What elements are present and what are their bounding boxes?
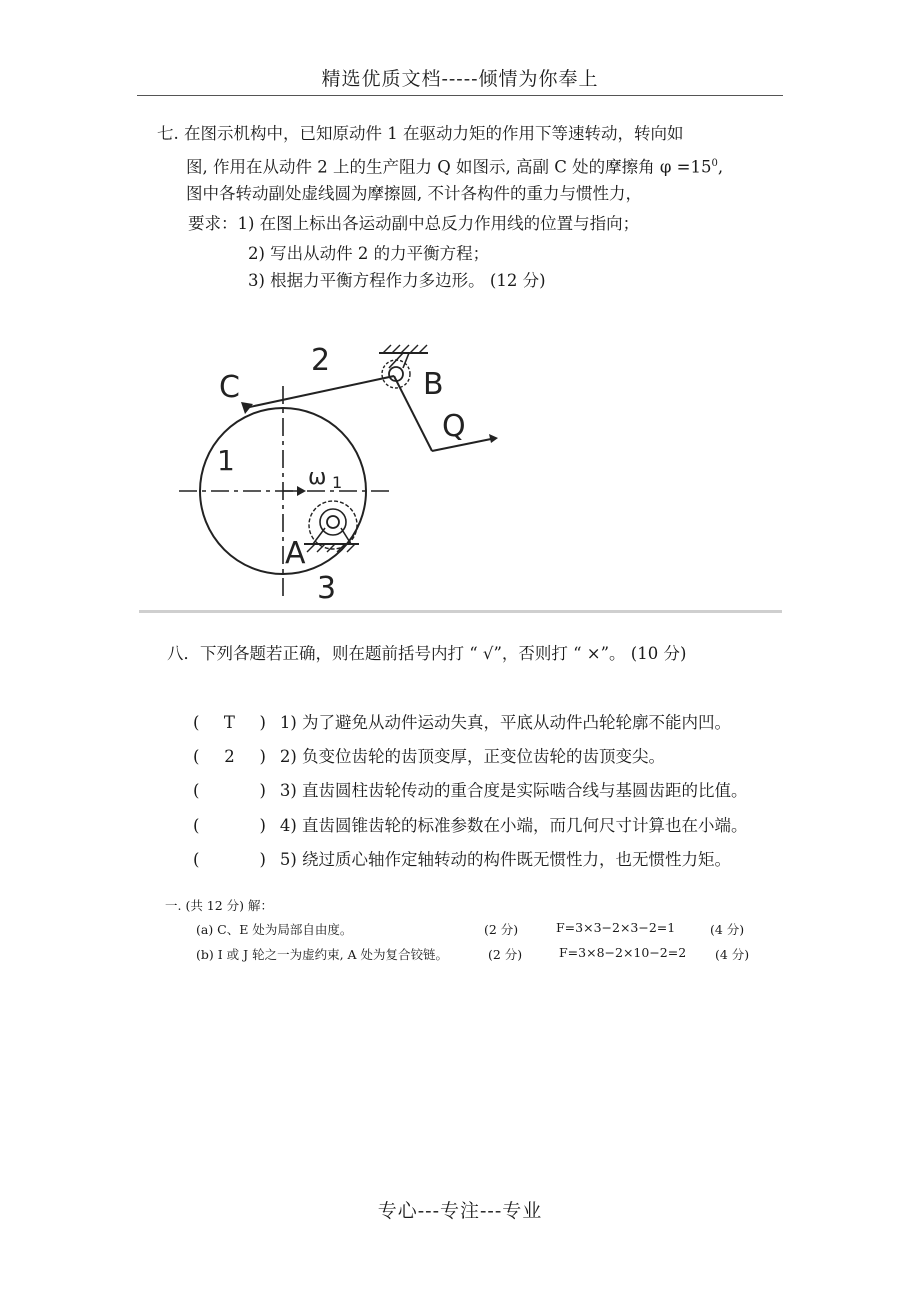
label-point-c: C [219,370,240,405]
q8-item-3-open: ( [193,781,200,800]
q8-item-3-text: 3) 直齿圆柱齿轮传动的重合度是实际啮合线与基圆齿距的比值。 [279,781,748,800]
answer-row-a-score2: (4 分) [710,922,745,937]
answer-row-a-text: (a) C、E 处为局部自由度。 [196,922,353,937]
q8-item-5-open: ( [193,850,200,869]
q8-title: 八．下列各题若正确，则在题前括号内打 “ √”，否则打 “ ×”。 (10 分) [167,644,687,663]
answer-row-b-formula: F=3×8−2×10−2=2 [559,945,687,960]
q8-item-4 [193,812,748,836]
label-omega: ω [308,465,327,490]
q8-item-1 [193,709,731,733]
q8-item-2-open: ( [193,747,200,766]
q8-item-5-text: 5) 绕过质心轴作定轴转动的构件既无惯性力，也无惯性力矩。 [279,850,732,869]
pivot-a-support-left [313,528,325,544]
pivot-a [327,516,339,528]
q8-item-4-text: 4) 直齿圆锥齿轮的标准参数在小端，而几何尺寸计算也在小端。 [279,816,748,835]
ground-a-hatch [307,544,355,552]
q7-line-2 [186,149,723,183]
label-link-2: 2 [311,343,331,378]
mechanism-diagram [139,322,519,610]
q8-item-1-close: ) [259,713,266,732]
q8-item-2 [193,743,665,767]
label-link-3: 3 [317,571,337,606]
q7-line-1: 七. 在图示机构中，已知原动件 1 在驱动力矩的作用下等速转动，转向如 [157,124,684,143]
page-footer: 专心---专注---专业 [377,1200,543,1222]
label-point-a: A [285,536,306,571]
q8-item-2-mark: 2 [224,747,235,766]
q8-item-1-text: 1) 为了避免从动件运动失真，平底从动件凸轮轮廓不能内凹。 [279,713,732,732]
q8-item-3 [193,777,748,801]
q8-item-4-close: ) [259,816,266,835]
pivot-b-support-right [403,353,409,368]
answer-row-b-score2: (4 分) [715,947,750,962]
q8-item-1-open: ( [193,713,200,732]
q8-item-5 [193,846,731,870]
force-q-arrowhead [489,434,498,443]
q8-item-2-text: 2) 负变位齿轮的齿顶变厚，正变位齿轮的齿顶变尖。 [279,747,666,766]
friction-circle-b [382,360,410,388]
answer-row-a-score1: (2 分) [484,922,519,937]
omega-arrowhead [297,486,306,496]
q7-requirement-3: 3) 根据力平衡方程作力多边形。 (12 分) [248,271,546,290]
ground-b-hatch [383,345,427,353]
page-header-title: 精选优质文档-----倾情为你奉上 [321,68,599,90]
answer-row-b-score1: (2 分) [488,947,523,962]
q8-item-5-close: ) [259,850,266,869]
figure-bottom-border [139,610,782,613]
label-force-q: Q [442,409,466,444]
link-2-arm [245,376,394,408]
header-divider [137,95,783,96]
answer-row-a-formula: F=3×3−2×3−2=1 [556,920,676,935]
q7-requirement-2: 2) 写出从动件 2 的力平衡方程； [248,244,490,263]
answer-row-b-text: (b) I 或 J 轮之一为虚约束, A 处为复合铰链。 [196,947,449,962]
q7-line-3: 图中各转动副处虚线圆为摩擦圆, 不计各构件的重力与惯性力， [186,184,642,203]
answer-title: 一. (共 12 分) 解： [165,898,274,913]
pivot-a-support-right [341,528,351,544]
q8-item-1-mark: T [223,713,235,732]
q8-item-3-close: ) [259,781,266,800]
label-omega-subscript: 1 [332,473,343,492]
q7-angle-suffix: , [717,157,724,177]
q7-line-2-text: 图, 作用在从动件 2 上的生产阻力 Q 如图示, 高副 C 处的摩擦角 φ =15 [186,157,712,177]
q8-item-2-close: ) [259,747,266,766]
q7-requirements-line: 要求：1) 在图上标出各运动副中总反力作用线的位置与指向； [188,214,640,233]
q8-item-4-open: ( [193,816,200,835]
contact-c-marker [241,402,253,414]
label-link-1: 1 [217,444,235,477]
q7-angle-superscript: 0 [711,158,718,169]
label-point-b: B [423,367,444,402]
